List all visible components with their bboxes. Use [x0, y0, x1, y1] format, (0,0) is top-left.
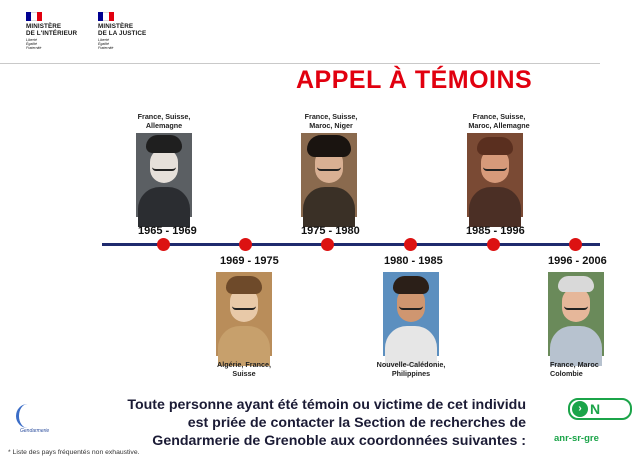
countries-label: France, Maroc Colombie [550, 360, 599, 378]
portrait-photo [548, 272, 604, 356]
period-label: 1975 - 1980 [301, 225, 360, 237]
contact-url[interactable]: anr-sr-gre [554, 433, 599, 444]
period-label: 1969 - 1975 [220, 255, 279, 267]
contact-button-label: N [590, 401, 601, 417]
footnote: * Liste des pays fréquentés non exhaustive. [8, 449, 140, 456]
republic-motto: Liberté Égalité Fraternité [26, 38, 42, 51]
period-label: 1996 - 2006 [548, 255, 607, 267]
gendarmerie-logo [14, 404, 60, 440]
republic-motto: Liberté Égalité Fraternité [98, 38, 114, 51]
countries-label: Nouvelle-Calédonie, Philippines [376, 360, 446, 378]
portrait-photo [467, 133, 523, 217]
countries-label: France, Suisse, Maroc, Allemagne [468, 112, 530, 130]
period-label: 1985 - 1996 [466, 225, 525, 237]
timeline-dot [404, 238, 417, 251]
ministry-interior-name: MINISTÈRE DE L'INTÉRIEUR [26, 23, 78, 37]
portrait-photo [383, 272, 439, 356]
timeline-line [102, 243, 600, 246]
timeline-dot [239, 238, 252, 251]
countries-label: France, Suisse, Allemagne [137, 112, 191, 130]
ministry-justice-logo [98, 12, 146, 51]
portrait-photo [301, 133, 357, 217]
french-flag-icon [98, 12, 114, 21]
portrait-photo [136, 133, 192, 217]
gendarmerie-logo-text: Gendarmerie [20, 428, 50, 434]
header-bar [0, 0, 600, 62]
timeline-dot [321, 238, 334, 251]
french-flag-icon [26, 12, 42, 21]
period-label: 1965 - 1969 [138, 225, 197, 237]
chevron-right-icon: › [572, 401, 588, 417]
timeline-dot [569, 238, 582, 251]
timeline-dot [157, 238, 170, 251]
period-label: 1980 - 1985 [384, 255, 443, 267]
page-title: APPEL À TÉMOINS [296, 66, 533, 94]
contact-button[interactable] [568, 398, 632, 420]
countries-label: France, Suisse, Maroc, Niger [304, 112, 358, 130]
witness-call-message: Toute personne ayant été témoin ou victime de cet individu est priée de contacter la Section de recherches de Gendarmerie de Grenoble aux coordonnées suivantes : [127, 397, 526, 449]
timeline-dot [487, 238, 500, 251]
header-divider [0, 63, 600, 64]
portrait-photo [216, 272, 272, 356]
ministry-interior-logo [26, 12, 77, 51]
countries-label: Algérie, France, Suisse [217, 360, 271, 378]
ministry-justice-name: MINISTÈRE DE LA JUSTICE [98, 23, 147, 37]
